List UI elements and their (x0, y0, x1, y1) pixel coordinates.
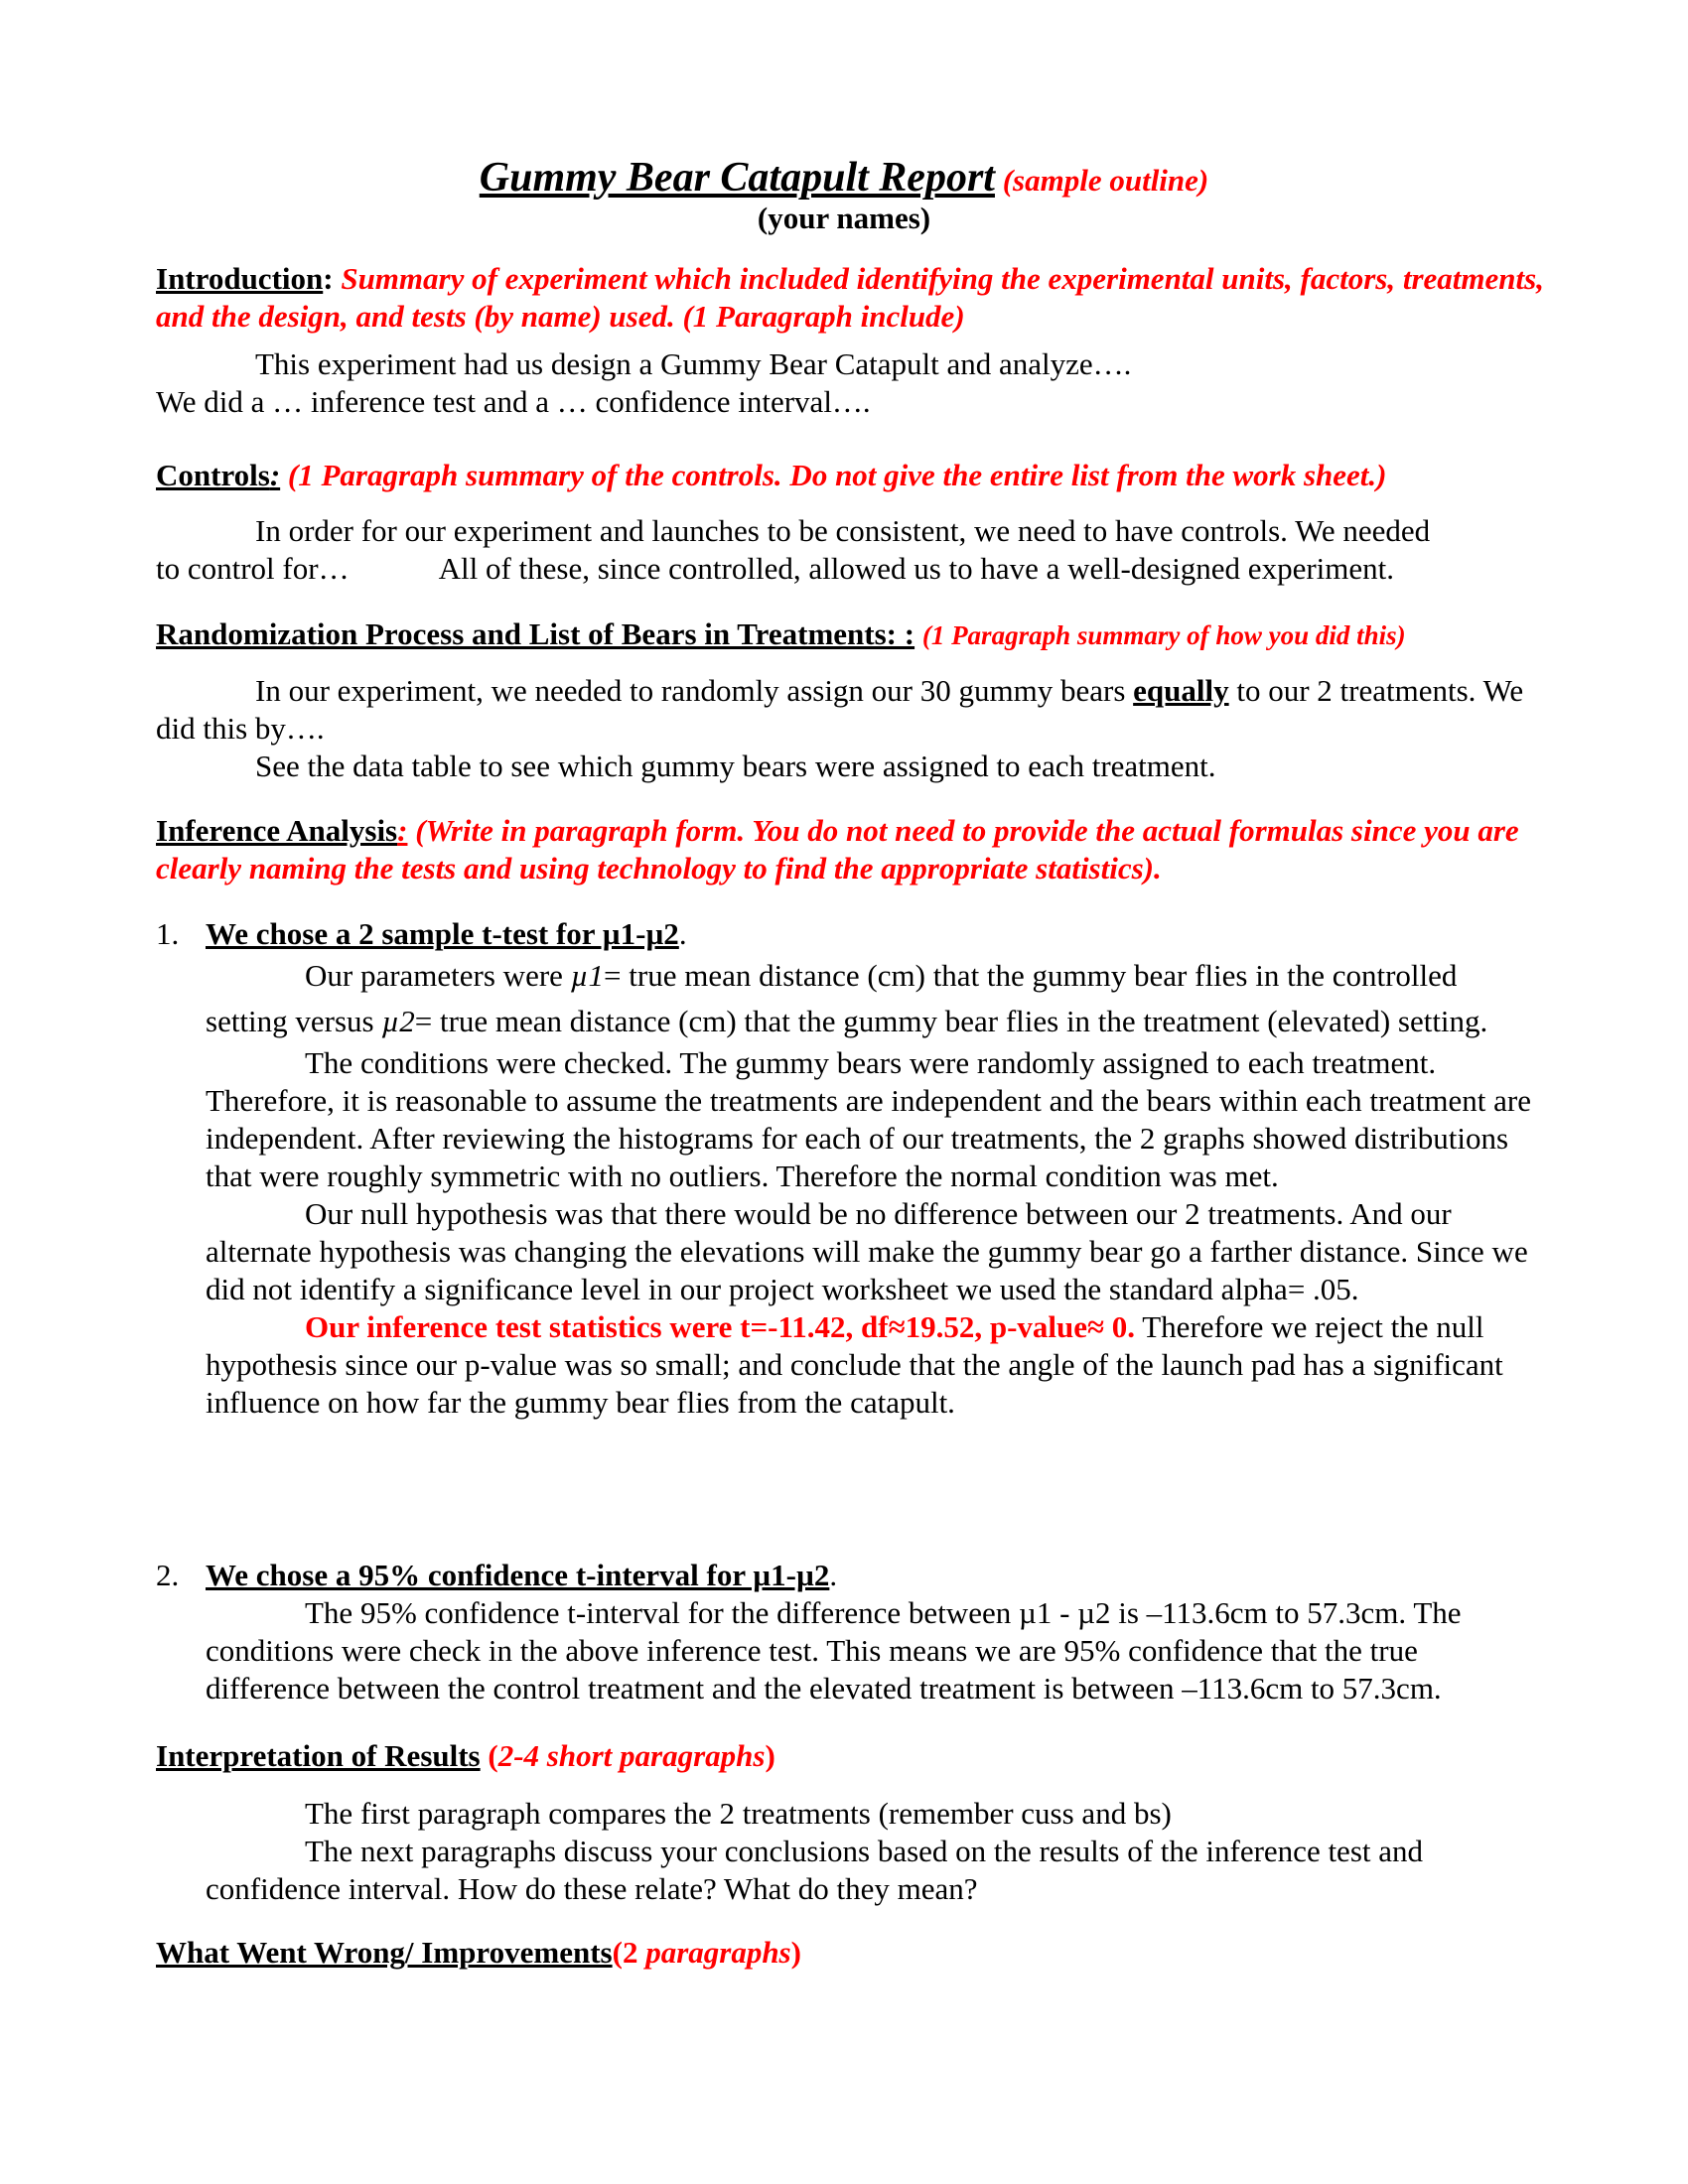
item1-period: . (678, 916, 687, 951)
improvements-note-open: ( (612, 1935, 623, 1970)
item1-p1-b: = true mean distance (cm) that the gummy bear flies in the controlled setting versus (206, 958, 1458, 1038)
improvements-heading: What Went Wrong/ Improvements (156, 1935, 613, 1970)
introduction-line2: We did a … inference test and a … confidence interval…. (156, 384, 871, 419)
item1-p3: Our null hypothesis was that there would be no difference between our 2 treatments. And our alternate hypothesis was changing the elevations will make the gummy bear go a farther distance. Since we did not identify a significance level in our project worksheet we used the standard alpha= .05. (206, 1196, 1528, 1306)
introduction-note: Summary of experiment which included identifying the experimental units, factors, treatments, and the design, and tests (by name) used. (1 Paragraph include) (156, 261, 1544, 334)
inference-colon: : (397, 813, 408, 848)
item1-title: We chose a 2 sample t-test for µ1-µ2 (206, 916, 679, 951)
controls-colon: : (269, 458, 281, 492)
interpretation-heading: Interpretation of Results (156, 1738, 481, 1773)
introduction-line1: This experiment had us design a Gummy Bear Catapult and analyze…. (255, 346, 1132, 381)
inference-note: (Write in paragraph form. You do not need to provide the actual formulas since you are clearly naming the tests and using technology to find the appropriate statistics). (156, 813, 1519, 886)
mu2-symbol: µ2 (381, 1004, 415, 1038)
controls-section (156, 457, 1546, 588)
item2-block (206, 1557, 1546, 1707)
report-title: Gummy Bear Catapult Report (479, 155, 995, 201)
controls-line2b: All of these, since controlled, allowed us to have a well-designed experiment. (438, 551, 1395, 586)
item1-p2: The conditions were checked. The gummy bears were randomly assigned to each treatment. Therefore, it is reasonable to assume the treatments are independent and the bears within each treatment are independent. After reviewing the histograms for each of our treatments, the 2 graphs showed distributions that were roughly symmetric with no outliers. Therefore the normal condition was met. (206, 1045, 1532, 1193)
controls-heading: Controls (156, 458, 270, 492)
interpretation-section (156, 1737, 1546, 1775)
randomization-line3: See the data table to see which gummy bears were assigned to each treatment. (255, 749, 1216, 783)
introduction-colon: : (323, 261, 334, 296)
randomization-text-a: In our experiment, we needed to randomly assign our 30 gummy bears (255, 673, 1126, 708)
report-header (0, 155, 1688, 237)
interpretation-note-close: ) (765, 1738, 775, 1773)
randomization-heading: Randomization Process and List of Bears in Treatments: : (156, 616, 915, 651)
controls-line1: In order for our experiment and launches to be consistent, we need to have controls. We needed (255, 513, 1431, 548)
improvements-section (156, 1934, 1546, 1972)
item2-title: We chose a 95% confidence t-interval for µ1-µ2 (206, 1558, 830, 1592)
interpretation-line2: The next paragraphs discuss your conclusions based on the results of the inference test and confidence interval. How do these relate? What do they mean? (206, 1834, 1424, 1906)
improvements-note-close: ) (790, 1935, 801, 1970)
interpretation-line1: The first paragraph compares the 2 treatments (remember cuss and bs) (305, 1796, 1172, 1831)
interpretation-note-open: ( (488, 1738, 498, 1773)
introduction-heading: Introduction (156, 261, 324, 296)
report-subtitle: (sample outline) (1002, 163, 1209, 198)
randomization-text-b: to our 2 treatments. We did this by…. (156, 673, 1524, 746)
introduction-section (156, 260, 1546, 421)
item1-number: 1. (156, 916, 180, 951)
randomization-emphasis: equally (1133, 673, 1229, 708)
inference-heading: Inference Analysis (156, 813, 398, 848)
item1-test-statistics: Our inference test statistics were t=-11.42, df≈19.52, p-value≈ 0. (305, 1309, 1136, 1344)
controls-line2a: to control for… (156, 551, 350, 586)
controls-note: (1 Paragraph summary of the controls. Do not give the entire list from the work sheet.) (287, 458, 1387, 492)
randomization-section (156, 615, 1546, 785)
item2-p1: The 95% confidence t-interval for the difference between µ1 - µ2 is –113.6cm to 57.3cm. The conditions were check in the above inference test. This means we are 95% confidence that the true difference between the control treatment and the elevated treatment is between –113.6cm to 57.3cm. (206, 1595, 1462, 1706)
item2-period: . (829, 1558, 838, 1592)
report-names: (your names) (757, 201, 931, 235)
item1-block (206, 915, 1546, 1422)
item1-p1-a: Our parameters were (305, 958, 563, 993)
improvements-note-num: 2 (622, 1935, 638, 1970)
mu1-symbol: µ1 (570, 958, 605, 993)
item1-p1-c: = true mean distance (cm) that the gummy bear flies in the treatment (elevated) setting. (414, 1004, 1488, 1038)
interpretation-body (206, 1795, 1546, 1908)
randomization-note: (1 Paragraph summary of how you did this) (921, 620, 1406, 650)
inference-section (156, 812, 1546, 887)
item1-p4-rest: Therefore we reject the null hypothesis since our p-value was so small; and conclude that the angle of the launch pad has a significant influence on how far the gummy bear flies from the catapult. (206, 1309, 1503, 1420)
item2-number: 2. (156, 1558, 180, 1592)
interpretation-note: 2-4 short paragraphs (497, 1738, 766, 1773)
improvements-note-text: paragraphs (645, 1935, 791, 1970)
